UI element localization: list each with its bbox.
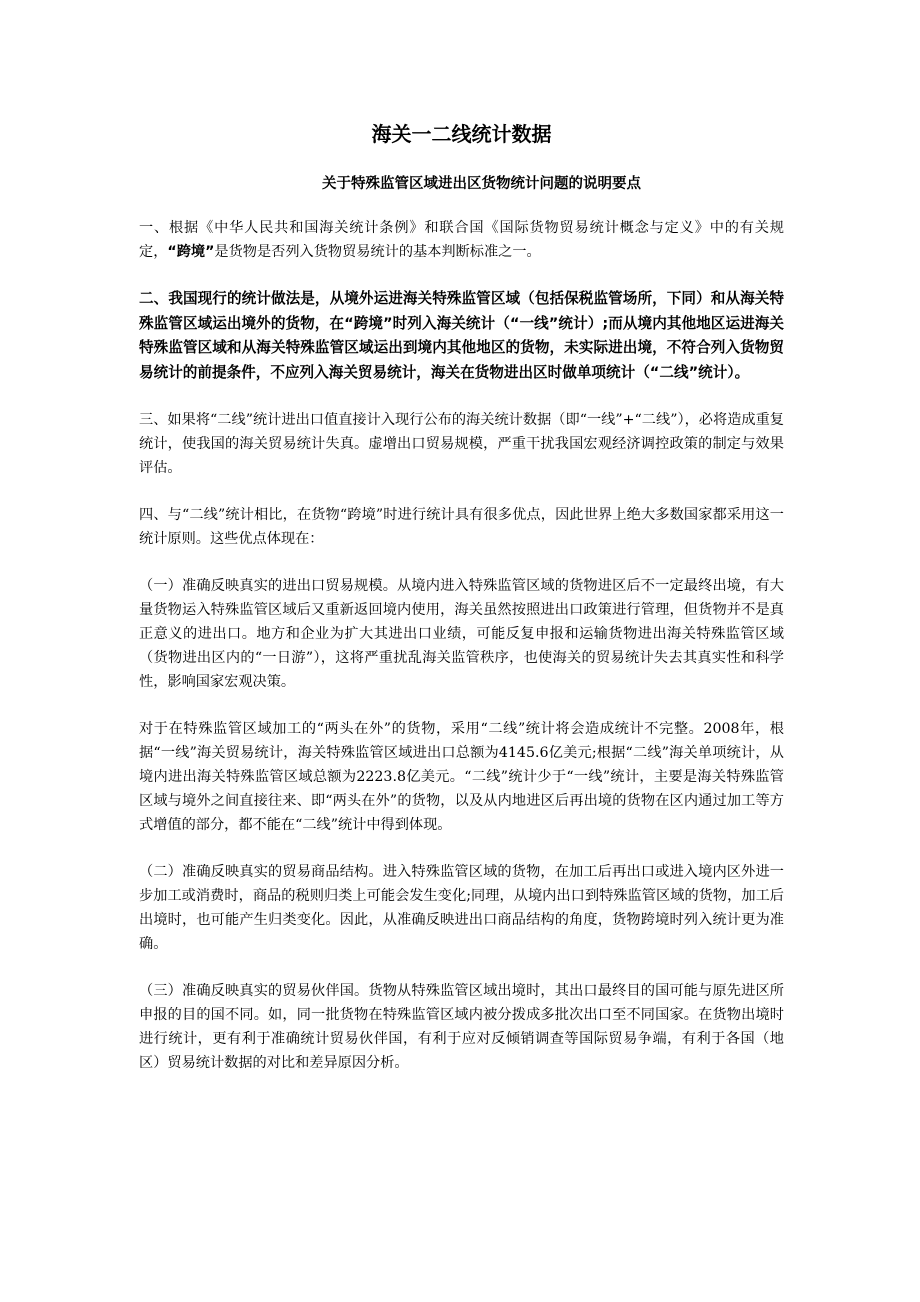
paragraph-1-text-b: 是货物是否列入货物贸易统计的基本判断标准之一。 [214,244,541,260]
paragraph-5: （一）准确反映真实的进出口贸易规模。从境内进入特殊监管区域的货物进区后不一定最终出境，有大量货物运入特殊监管区域后又重新返回境内使用，海关虽然按照进出口政策进行管理，但货物并不是真正意义的进出口。地方和企业为扩大其进出口业绩，可能反复申报和运输货物进出海关特殊监管区域（货物进出区内的“一日游”），这将严重扰乱海关监管秩序，也使海关的贸易统计失去其真实性和科学性，影响国家宏观决策。 [139,578,784,690]
paragraph-1-text-a: 一、根据《中华人民共和国海关统计条例》和联合国《国际货物贸易统计概念与定义》中的有关规定， [139,220,784,260]
paragraph-2: 二、我国现行的统计做法是，从境外运进海关特殊监管区域（包括保税监管场所，下同）和从海关特殊监管区域运出境外的货物，在“跨境”时列入海关统计（“一线”统计）;而从境内其他地区运进海关特殊监管区域和从海关特殊监管区域运出到境内其他地区的货物，未实际进出境，不符合列入货物贸易统计的前提条件，不应列入海关贸易统计，海关在货物进出区时做单项统计（“二线”统计）。 [139,290,784,381]
paragraph-1 [139,216,784,264]
document-title: 海关一二线统计数据 [371,122,552,146]
document-page [139,118,784,1098]
paragraph-4: 四、与“二线”统计相比，在货物“跨境”时进行统计具有很多优点，因此世界上绝大多数国家都采用这一统计原则。这些优点体现在： [139,507,784,547]
paragraph-8: （三）准确反映真实的贸易伙伴国。货物从特殊监管区域出境时，其出口最终目的国可能与原先进区所申报的目的国不同。如，同一批货物在特殊监管区域内被分拨成多批次出口至不同国家。在货物出境时进行统计，更有利于准确统计贸易伙伴国，有利于应对反倾销调查等国际贸易争端，有利于各国（地区）贸易统计数据的对比和差异原因分析。 [139,983,784,1071]
paragraph-6: 对于在特殊监管区域加工的“两头在外”的货物，采用“二线”统计将会造成统计不完整。2008年，根据“一线”海关贸易统计，海关特殊监管区域进出口总额为4145.6亿美元;根据“二线”海关单项统计，从境内进出海关特殊监管区域总额为2223.8亿美元。“二线”统计少于“一线”统计，主要是海关特殊监管区域与境外之间直接往来、即“两头在外”的货物，以及从内地进区后再出境的货物在区内通过加工等方式增值的部分，都不能在“二线”统计中得到体现。 [139,721,784,833]
paragraph-1-emphasis: “跨境” [167,244,215,260]
document-subtitle: 关于特殊监管区域进出区货物统计问题的说明要点 [322,176,641,192]
paragraph-3: 三、如果将“二线”统计进出口值直接计入现行公布的海关统计数据（即“一线”+“二线”），必将造成重复统计，使我国的海关贸易统计失真。虚增出口贸易规模，严重干扰我国宏观经济调控政策的制定与效果评估。 [139,412,784,476]
paragraph-7: （二）准确反映真实的贸易商品结构。进入特殊监管区域的货物，在加工后再出口或进入境内区外进一步加工或消费时，商品的税则归类上可能会发生变化;同理，从境内出口到特殊监管区域的货物，加工后出境时，也可能产生归类变化。因此，从准确反映进出口商品结构的角度，货物跨境时列入统计更为准确。 [139,864,784,952]
